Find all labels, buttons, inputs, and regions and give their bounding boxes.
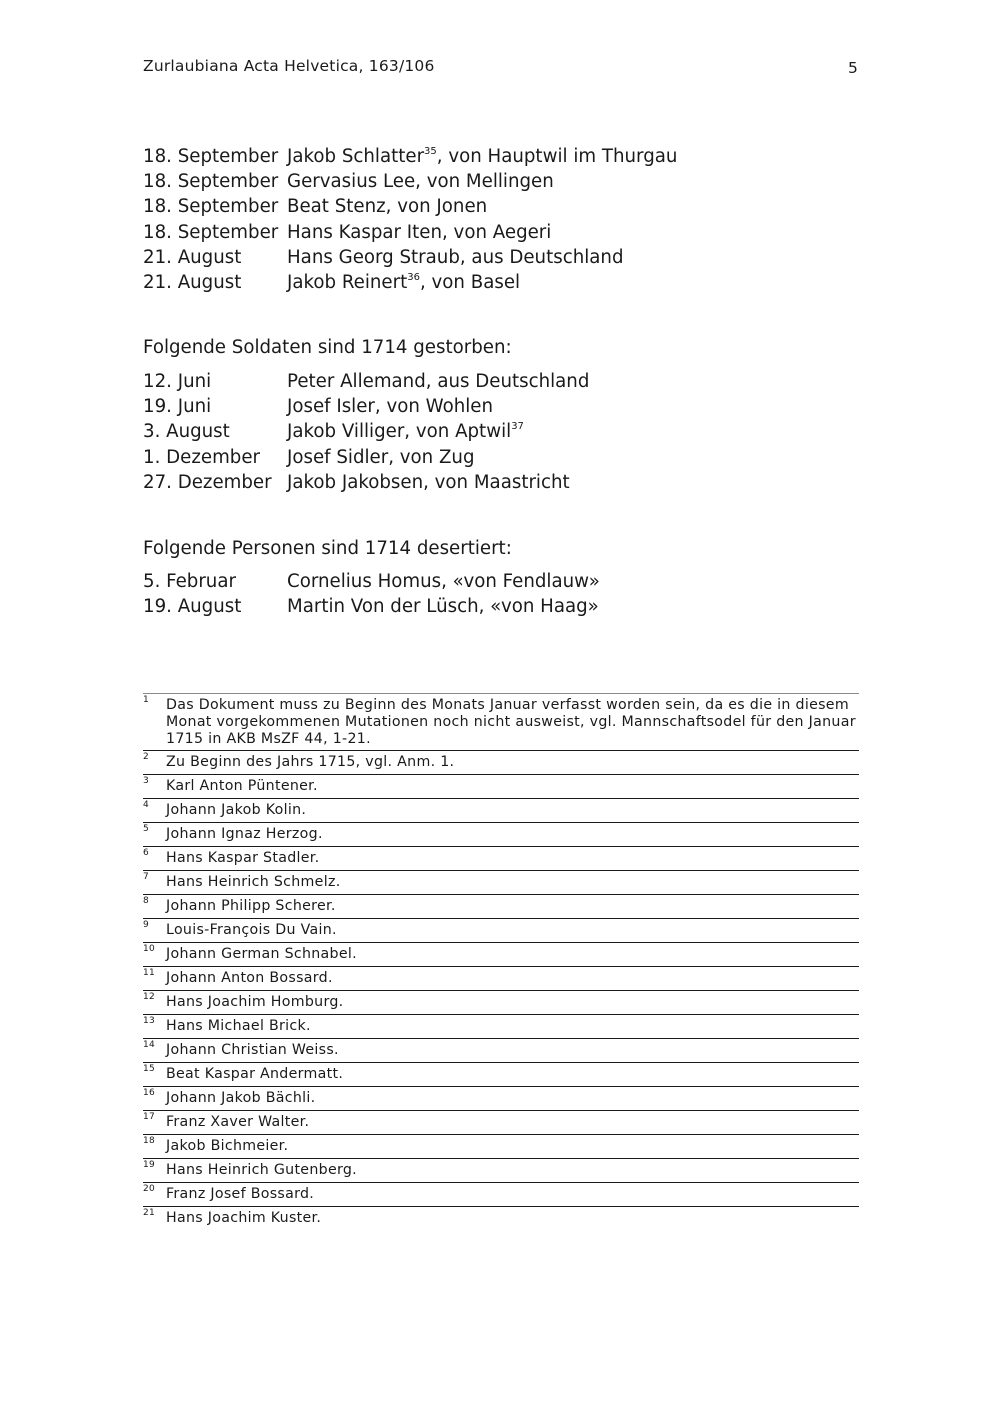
entry-origin: , von Basel (419, 271, 521, 293)
entry-origin: , von Hauptwil im Thurgau (436, 146, 678, 167)
section-heading-died: Folgende Soldaten sind 1714 gestorben: (143, 337, 512, 358)
footnotes (143, 693, 859, 1230)
entry-name: Jakob Schlatter (287, 146, 425, 167)
footnote-number: 9 (143, 920, 150, 930)
footnote (143, 823, 859, 847)
entry-name: Jakob Villiger, von Aptwil (287, 421, 512, 443)
footnote-number: 13 (143, 1016, 156, 1026)
entry-name: Gervasius Lee, von Mellingen (287, 171, 554, 193)
entry-date: 18. September (143, 221, 279, 243)
entry-name: Beat Stenz, von Jonen (287, 196, 488, 218)
footnote-text: Jakob Bichmeier. (166, 1138, 289, 1154)
entry-name: Jakob Jakobsen, von Maastricht (287, 471, 570, 493)
footnote (143, 799, 859, 823)
footnote-number: 2 (143, 752, 150, 762)
entry-name: Hans Kaspar Iten, von Aegeri (287, 221, 552, 243)
footnote (143, 1063, 859, 1087)
footnote-ref[interactable]: 36 (407, 271, 420, 283)
list-item (143, 419, 858, 444)
footnote (143, 1111, 859, 1135)
footnote-text: Franz Xaver Walter. (166, 1114, 310, 1130)
entry-date: 19. August (143, 596, 242, 618)
footnote-text: Karl Anton Püntener. (166, 778, 318, 794)
footnote-text: Johann Philipp Scherer. (166, 898, 336, 914)
entry-date: 21. August (143, 271, 242, 293)
footnote-number: 1 (143, 695, 150, 705)
footnote-text: Johann Jakob Bächli. (166, 1090, 316, 1106)
footnote (143, 895, 859, 919)
footnote (143, 1135, 859, 1159)
running-header (143, 57, 858, 81)
entry-person (287, 270, 520, 295)
footnote (143, 775, 859, 799)
footnote (143, 847, 859, 871)
footnote-text: Hans Joachim Homburg. (166, 994, 344, 1010)
footnote (143, 1207, 859, 1230)
footnote-text: Hans Michael Brick. (166, 1018, 311, 1034)
footnote-number: 3 (143, 776, 150, 786)
list-item (143, 569, 858, 594)
footnote (143, 1159, 859, 1183)
footnote-text: Louis-François Du Vain. (166, 922, 337, 938)
entry-date: 18. September (143, 146, 279, 167)
entry-person (287, 194, 487, 219)
list-item (143, 445, 858, 470)
footnote-number: 15 (143, 1064, 156, 1074)
footnote-text: Hans Heinrich Gutenberg. (166, 1162, 357, 1178)
footnote-text: Hans Heinrich Schmelz. (166, 874, 341, 890)
entry-person (287, 470, 570, 495)
footnote (143, 1039, 859, 1063)
list-item (143, 369, 858, 394)
entry-name: Martin Von der Lüsch, «von Haag» (287, 596, 599, 618)
list-item (143, 144, 858, 169)
entry-date: 5. Februar (143, 571, 236, 592)
footnote-text: Zu Beginn des Jahrs 1715, vgl. Anm. 1. (166, 754, 455, 770)
entry-date: 19. Juni (143, 396, 212, 418)
page-number: 5 (847, 59, 858, 77)
footnote-number: 17 (143, 1112, 156, 1122)
footnote-number: 18 (143, 1136, 156, 1146)
entry-person (287, 369, 589, 394)
footnote-number: 8 (143, 896, 150, 906)
entry-person (287, 419, 524, 444)
footnote-text: Johann Anton Bossard. (166, 970, 333, 986)
entry-name: Jakob Reinert (287, 271, 408, 293)
entry-name: Hans Georg Straub, aus Deutschland (287, 246, 624, 268)
footnote-text: Johann Jakob Kolin. (166, 802, 307, 818)
footnote-number: 11 (143, 968, 156, 978)
entry-person (287, 445, 475, 470)
footnote-number: 20 (143, 1184, 156, 1194)
footnote (143, 967, 859, 991)
footnote-text: Beat Kaspar Andermatt. (166, 1066, 344, 1082)
entry-person (287, 220, 551, 245)
entry-name: Cornelius Homus, «von Fendlauw» (287, 571, 600, 592)
entry-name: Josef Isler, von Wohlen (287, 396, 494, 418)
footnote-number: 5 (143, 824, 150, 834)
list-item (143, 394, 858, 419)
footnote-number: 12 (143, 992, 156, 1002)
entry-date: 18. September (143, 196, 279, 218)
entry-date: 21. August (143, 246, 242, 268)
footnote (143, 871, 859, 895)
footnote (143, 991, 859, 1015)
footnote (143, 1015, 859, 1039)
footnote-text: Hans Joachim Kuster. (166, 1210, 322, 1226)
entry-person (287, 245, 624, 270)
footnote-number: 10 (143, 944, 156, 954)
footnote-text: Johann Christian Weiss. (166, 1042, 339, 1058)
section-heading-deserted: Folgende Personen sind 1714 desertiert: (143, 538, 512, 559)
entry-list-continued (143, 144, 858, 295)
footnote (143, 694, 859, 751)
entry-person (287, 569, 600, 594)
entry-list-deserted (143, 569, 858, 619)
list-item (143, 594, 858, 619)
footnote-number: 6 (143, 848, 150, 858)
list-item (143, 470, 858, 495)
footnote-number: 16 (143, 1088, 156, 1098)
entry-name: Peter Allemand, aus Deutschland (287, 371, 590, 392)
entry-date: 18. September (143, 171, 279, 193)
entry-date: 27. Dezember (143, 471, 272, 493)
footnote-text: Franz Josef Bossard. (166, 1186, 315, 1202)
list-item (143, 169, 858, 194)
list-item (143, 194, 858, 219)
list-item (143, 220, 858, 245)
list-item (143, 270, 858, 295)
entry-person (287, 594, 599, 619)
footnote (143, 1183, 859, 1207)
footnote-number: 7 (143, 872, 150, 882)
footnote-text: Hans Kaspar Stadler. (166, 850, 320, 866)
footnote-number: 19 (143, 1160, 156, 1170)
footnote (143, 751, 859, 775)
running-header-title: Zurlaubiana Acta Helvetica, 163/106 (143, 57, 435, 75)
footnote (143, 919, 859, 943)
entry-date: 12. Juni (143, 371, 212, 392)
footnote-text: Johann German Schnabel. (166, 946, 357, 962)
footnote-ref[interactable]: 35 (424, 146, 437, 157)
footnote-text: Das Dokument muss zu Beginn des Monats Januar verfasst worden sein, da es die in diesem Monat vorgekommenen Mutationen noch nicht ausweist, vgl. Mannschaftsodel für den Januar 1715 in AKB MsZF 44, 1-21. (166, 697, 856, 747)
footnote (143, 943, 859, 967)
footnote-ref[interactable]: 37 (511, 421, 524, 433)
entry-date: 3. August (143, 421, 230, 443)
footnote-number: 21 (143, 1208, 156, 1218)
footnote-number: 14 (143, 1040, 156, 1050)
entry-person (287, 144, 677, 169)
footnote-number: 4 (143, 800, 150, 810)
footnote-text: Johann Ignaz Herzog. (166, 826, 323, 842)
entry-list-died (143, 369, 858, 495)
entry-date: 1. Dezember (143, 446, 260, 468)
entry-person (287, 169, 554, 194)
entry-person (287, 394, 493, 419)
list-item (143, 245, 858, 270)
entry-name: Josef Sidler, von Zug (287, 446, 475, 468)
footnote (143, 1087, 859, 1111)
